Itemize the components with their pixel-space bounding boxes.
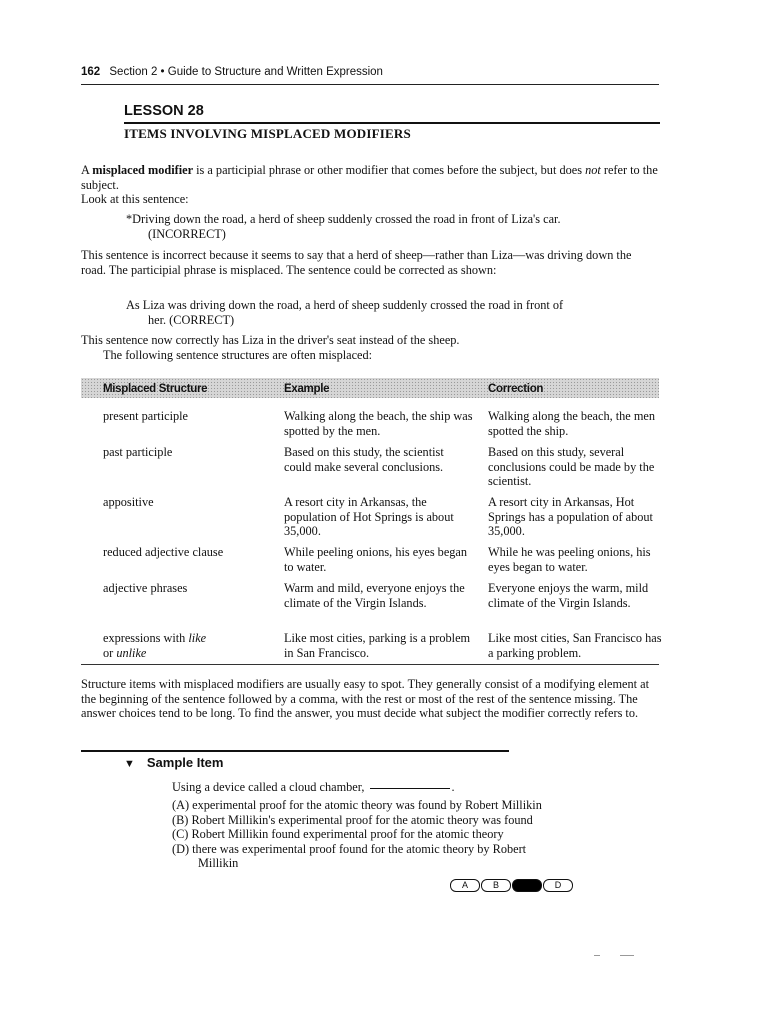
cell-structure: appositive: [103, 495, 154, 509]
cell-correction: Based on this study, several conclusions could be made by the scientist.: [488, 445, 655, 488]
example-correct-sentence: As Liza was driving down the road, a herd of sheep suddenly crossed the road in front of: [126, 298, 564, 312]
cell-example: Walking along the beach, the ship was spotted by the men.: [284, 409, 473, 438]
intro-rest2: refer to the subject.: [81, 163, 658, 192]
bubble-d[interactable]: D: [543, 879, 573, 892]
structure-pre: expressions with: [103, 631, 189, 645]
closing-paragraph: Structure items with misplaced modifiers are usually easy to spot. They generally consist of a modifying element at the beginning of the sentence followed by a comma, with the rest or most of the rest of the sentence missing. The answer choices tend to be long. To find the answer, you must decide what subject the modifier correctly refers to.: [81, 677, 650, 721]
structure-unlike: unlike: [116, 645, 147, 660]
cell-correction: Walking along the beach, the men spotted the ship.: [488, 409, 656, 438]
structure-mid: or: [103, 645, 117, 660]
triangle-down-icon: ▼: [124, 758, 135, 770]
intro-lead: A: [81, 163, 93, 177]
cell-example: Warm and mild, everyone enjoys the climate of the Virgin Islands.: [284, 581, 465, 610]
cell-structure: adjective phrases: [103, 581, 188, 595]
stem-before: Using a device called a cloud chamber,: [172, 780, 365, 794]
answer-choices: [172, 798, 642, 871]
choice-b: (B) Robert Millikin's experimental proof for the atomic theory was found: [172, 812, 533, 827]
lesson-rule: [124, 122, 660, 124]
after-example-line2: The following sentence structures are often misplaced:: [103, 347, 373, 362]
intro-rest1: is a participial phrase or other modifier that comes before the subject, but does: [193, 163, 586, 177]
example-correct-tag: her. (CORRECT): [148, 312, 235, 327]
explanation-paragraph: This sentence is incorrect because it seems to say that a herd of sheep—rather than Liza—was driving down the road. The participial phrase is misplaced. The sentence could be corrected as shown:: [81, 248, 632, 277]
header-rule: [81, 84, 659, 85]
cell-structure: past participle: [103, 445, 173, 459]
table-bottom-rule: [81, 664, 659, 665]
term-misplaced-modifier: misplaced modifier: [92, 163, 194, 177]
sample-heading: [124, 755, 223, 770]
cell-correction: Everyone enjoys the warm, mild climate of the Virgin Islands.: [488, 581, 649, 610]
table-header-correction: Correction: [488, 383, 544, 395]
cell-structure: reduced adjective clause: [103, 545, 224, 559]
after-example-line1: This sentence now correctly has Liza in the driver's seat instead of the sheep.: [81, 333, 460, 347]
bubble-b[interactable]: B: [481, 879, 511, 892]
cell-structure: present participle: [103, 409, 189, 423]
table-header-structure: Misplaced Structure: [103, 383, 208, 395]
lesson-title: ITEMS INVOLVING MISPLACED MODIFIERS: [124, 126, 411, 141]
cell-correction: Like most cities, San Francisco has a parking problem.: [488, 631, 662, 660]
cell-example: While peeling onions, his eyes began to water.: [284, 545, 468, 574]
table-header-example: Example: [284, 383, 330, 395]
sample-stem: [172, 780, 455, 795]
choice-d-continuation: Millikin: [198, 856, 239, 871]
example-incorrect-sentence: *Driving down the road, a herd of sheep suddenly crossed the road in front of Liza's car.: [126, 212, 561, 226]
cell-correction: While he was peeling onions, his eyes began to water.: [488, 545, 651, 574]
answer-blank: [370, 788, 450, 789]
intro-look: Look at this sentence:: [81, 192, 189, 207]
sample-heading-text: Sample Item: [146, 755, 224, 770]
intro-not: not: [585, 163, 601, 177]
intro-paragraph: [81, 163, 659, 207]
sample-rule: [81, 750, 509, 752]
choice-d: [172, 842, 642, 871]
running-head: [81, 66, 659, 78]
after-example-paragraph: [81, 333, 659, 362]
example-incorrect-tag: (INCORRECT): [148, 226, 226, 241]
lesson-number: LESSON 28: [124, 103, 204, 119]
cell-example: A resort city in Arkansas, the population of Hot Springs is about 35,000.: [284, 495, 454, 538]
example-incorrect: [126, 212, 646, 241]
cell-example: Based on this study, the scientist could make several conclusions.: [284, 445, 444, 474]
page-number: 162: [81, 66, 101, 78]
bubble-a[interactable]: A: [450, 879, 480, 892]
cell-structure: [103, 631, 273, 660]
scan-specks: [594, 955, 644, 957]
example-correct: [126, 298, 646, 327]
cell-correction: A resort city in Arkansas, Hot Springs has a population of about 35,000.: [488, 495, 653, 538]
choice-a: (A) experimental proof for the atomic theory was found by Robert Millikin: [172, 798, 542, 812]
cell-example: Like most cities, parking is a problem in San Francisco.: [284, 631, 471, 660]
stem-after: .: [451, 780, 455, 794]
choice-c: (C) Robert Millikin found experimental proof for the atomic theory: [172, 827, 504, 842]
structure-like: like: [188, 631, 207, 645]
section-title: Section 2 • Guide to Structure and Written Expression: [109, 66, 383, 78]
answer-bubbles: [450, 879, 570, 892]
choice-d-text: (D) there was experimental proof found for the atomic theory by Robert: [172, 841, 527, 856]
bubble-c[interactable]: C: [512, 879, 542, 892]
